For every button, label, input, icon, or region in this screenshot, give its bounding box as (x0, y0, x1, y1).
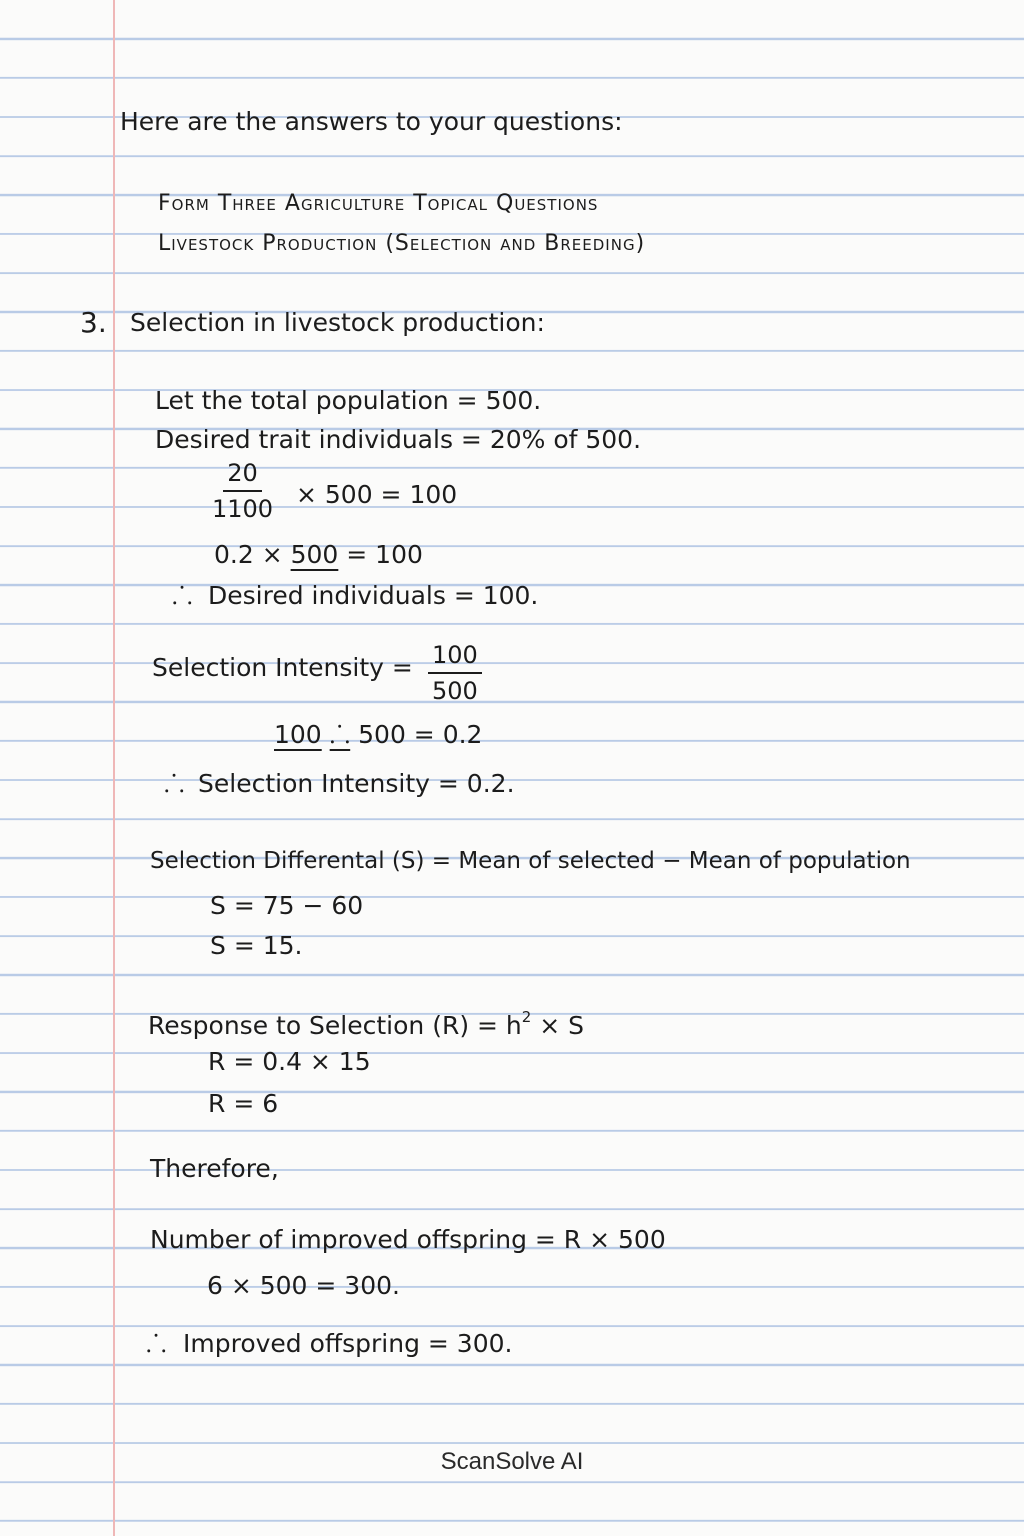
differential-result: S = 15. (210, 931, 303, 960)
differential-line-2: S = 75 − 60 (210, 891, 364, 920)
heading-line-2: Livestock Production (Selection and Breeding) (158, 231, 646, 256)
response-superscript: 2 (521, 1008, 532, 1026)
intensity-fraction (428, 640, 482, 706)
population-fraction-calc: × 500 = 100 (296, 480, 458, 509)
population-fraction (212, 458, 273, 524)
differential-formula: Selection Differental (S) = Mean of selected − Mean of population (150, 848, 911, 874)
therefore-text: Therefore, (150, 1154, 279, 1183)
intensity-calc (274, 719, 482, 751)
fraction-denominator: 500 (432, 677, 478, 705)
intensity-calc-c: 500 = 0.2 (358, 720, 483, 749)
population-result: Desired individuals = 100. (208, 581, 539, 610)
population-calc (214, 539, 423, 571)
offspring-formula: Number of improved offspring = R × 500 (150, 1225, 666, 1254)
fraction-denominator: 1100 (212, 495, 274, 523)
response-line-2: R = 0.4 × 15 (208, 1047, 371, 1076)
intensity-result: Selection Intensity = 0.2. (198, 769, 515, 798)
therefore-symbol: ⸫ (164, 769, 185, 798)
offspring-result: Improved offspring = 300. (183, 1329, 513, 1358)
offspring-calc: 6 × 500 = 300. (207, 1271, 400, 1300)
population-line-2: Desired trait individuals = 20% of 500. (155, 425, 642, 454)
population-calc-a: 0.2 × (214, 540, 283, 569)
population-calc-c: = 100 (346, 540, 423, 569)
question-number: 3. (80, 306, 107, 339)
response-result: R = 6 (208, 1089, 279, 1118)
footer-brand: ScanSolve AI (440, 1448, 584, 1475)
intensity-label: Selection Intensity = (152, 653, 413, 682)
intensity-calc-b: ⸫ (329, 720, 351, 749)
therefore-symbol: ⸫ (172, 581, 193, 610)
population-calc-b: 500 (290, 540, 339, 569)
intensity-calc-a: 100 (274, 720, 322, 749)
therefore-symbol: ⸫ (146, 1329, 167, 1358)
margin-line (113, 0, 115, 1536)
intro-text: Here are the answers to your questions: (120, 107, 623, 136)
question-title: Selection in livestock production: (130, 308, 545, 337)
population-line-1: Let the total population = 500. (155, 386, 542, 415)
fraction-numerator: 20 (223, 458, 262, 492)
response-formula-rest: × S (531, 1011, 585, 1040)
response-formula (148, 1001, 584, 1042)
fraction-numerator: 100 (428, 640, 482, 674)
heading-line-1: Form Three Agriculture Topical Questions (158, 191, 599, 216)
response-formula-text: Response to Selection (R) = h (148, 1011, 522, 1040)
